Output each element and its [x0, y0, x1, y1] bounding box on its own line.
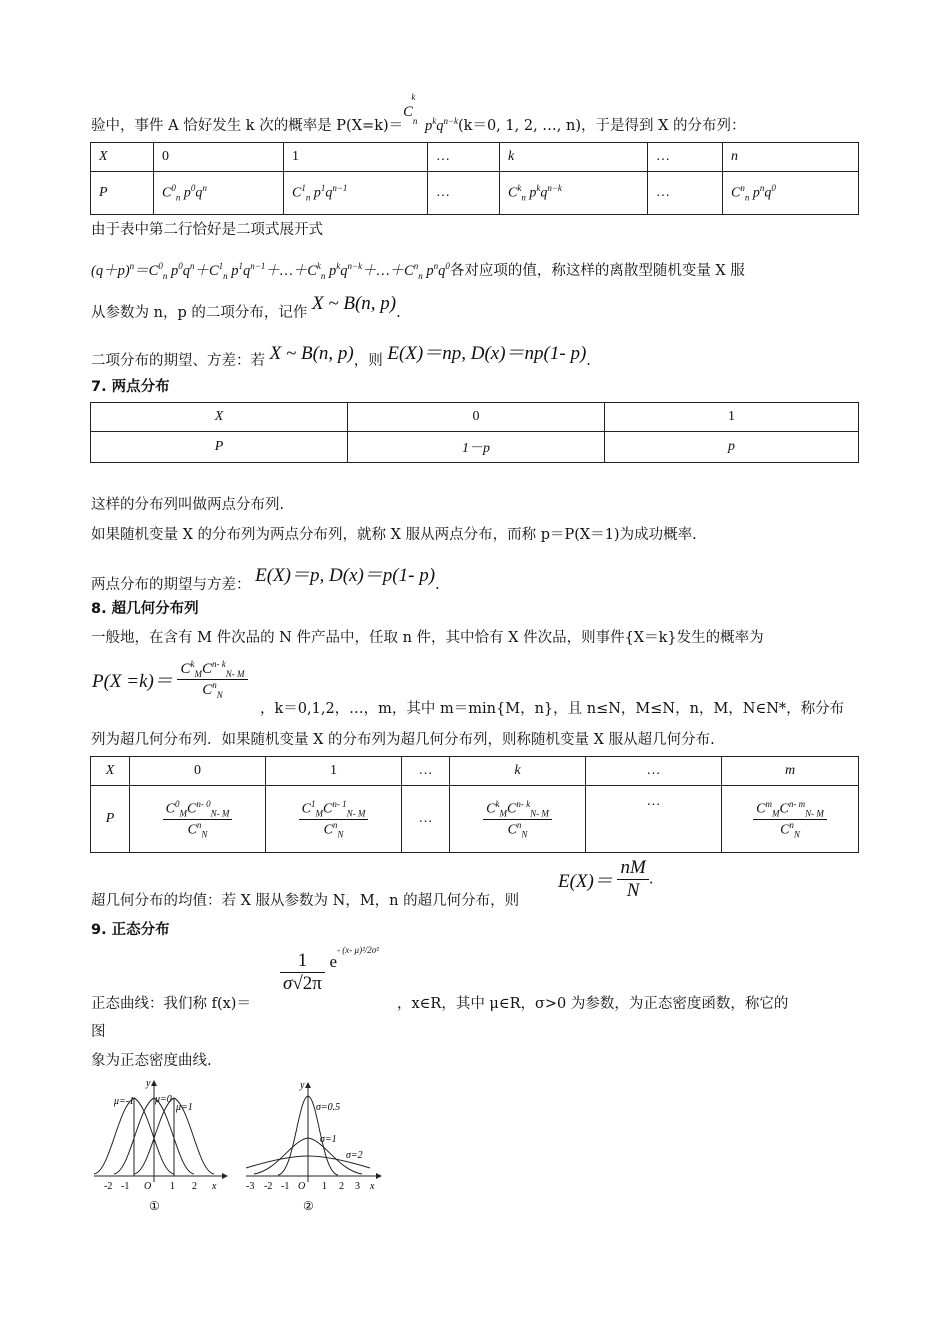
- fig1-tick: -2: [104, 1181, 113, 1192]
- hyper-formula: [92, 659, 248, 700]
- cell-formula: $\frac{C^1_MC^{n- 1}_{N- M}}{C^n_N}$: [266, 786, 402, 853]
- binomial-expect-line: 二项分布的期望、方差：若 X ~ B(n, p)，则 E(X)＝np, D(x)＝np(1- p).: [91, 343, 591, 369]
- two-point-row-p: [91, 432, 859, 463]
- fig2-label: σ=1: [320, 1134, 337, 1145]
- cell: …: [402, 786, 450, 853]
- two-point-table: [90, 402, 859, 463]
- hyper-text2: ，k＝0,1,2，…，m，其中 m＝min{M，n}，且 n≤N，M≤N，n，M，N∈N*，称分布: [260, 701, 845, 717]
- cell: 1－p: [348, 432, 605, 463]
- binomial-table: [90, 142, 859, 215]
- param-text: 从参数为 n，p 的二项分布，记作: [91, 305, 308, 321]
- hyper-text1: 一般地，在含有 M 件次品的 N 件产品中，任取 n 件，其中恰有 X 件次品，则事件{X＝k}发生的概率为: [91, 630, 764, 646]
- normal-curve-text: 正态曲线：我们称 f(x)＝: [91, 996, 251, 1012]
- hyper-mean-line: 超几何分布的均值：若 X 服从参数为 N，M，n 的超几何分布，则: [91, 893, 520, 909]
- pdf-fraction: $\frac{1}{\sigma√2\pi}$: [280, 950, 325, 995]
- cell-formula: $C^k_n$ $p^kq^{n-k}$: [500, 172, 648, 215]
- binomial-row-p: [91, 172, 859, 215]
- normal-pdf-formula: $\frac{1}{\sigma√2\pi}$ $e^{- (x- \mu)^2/2\sigma^2}$: [280, 950, 379, 995]
- fig2-tick: -1: [281, 1181, 290, 1192]
- expansion-formula: $(q+p)^n=C^0_n$ $p^0q^n+C^1_n$ $p^1q^{n-1}+\dots+C^k_n$ $p^kq^{n-k}+\dots+C^n_n$ $p^nq^0$: [91, 261, 450, 281]
- expansion-formula-line: [91, 259, 745, 281]
- normal-figure-sigma: [242, 1076, 387, 1214]
- cell: 0: [348, 403, 605, 432]
- heading-hypergeometric: 8. 超几何分布列: [91, 601, 199, 617]
- two-point-expect-line: 两点分布的期望与方差： E(X)＝p, D(x)＝p(1- p).: [91, 565, 440, 593]
- fig1-tick: -1: [121, 1181, 130, 1192]
- normal-line-wrap: 图: [91, 1024, 106, 1040]
- cell: n: [723, 143, 859, 172]
- heading-normal: 9. 正态分布: [91, 922, 170, 938]
- normal-curve-line: [91, 992, 251, 1013]
- two-point-expect-text: 两点分布的期望与方差：: [91, 577, 251, 593]
- cell-formula: $\frac{C^0_MC^{n- 0}_{N- M}}{C^n_N}$: [130, 786, 266, 853]
- cell: X: [91, 757, 130, 786]
- fig1-axis-x: x: [212, 1181, 217, 1192]
- expansion-tail: 各对应项的值，称这样的离散型随机变量 X 服: [449, 263, 745, 279]
- cell-formula: $C^0_n$ $p^0q^n$: [154, 172, 284, 215]
- hyper-mean-fraction: $\frac{nM}{N}$: [617, 857, 648, 902]
- cell: …: [648, 143, 723, 172]
- fig2-caption: ②: [303, 1199, 314, 1213]
- hyper-row-p: [91, 786, 859, 853]
- expect-formula: E(X)＝np, D(x)＝np(1- p): [387, 343, 587, 364]
- binomial-row-x: [91, 143, 859, 172]
- cell: p: [605, 432, 859, 463]
- fig1-caption: ①: [149, 1199, 160, 1213]
- cell-formula: $\frac{C^k_MC^{n- k}_{N- M}}{C^n_N}$: [450, 786, 586, 853]
- cell: 1: [284, 143, 428, 172]
- cell: …: [648, 172, 723, 215]
- hyper-mean-formula: E(X)＝ $\frac{nM}{N}$ .: [558, 857, 654, 901]
- normal-figure-mu: [90, 1076, 230, 1214]
- hyper-table: [90, 756, 859, 853]
- hyper-row-x: [91, 757, 859, 786]
- fig1-tick: 1: [170, 1181, 175, 1192]
- cell: …: [586, 757, 722, 786]
- cell-formula: $C^1_n$ $p^1q^{n-1}$: [284, 172, 428, 215]
- cell: 0: [154, 143, 284, 172]
- fig2-tick: -3: [246, 1181, 255, 1192]
- param-formula: X ~ B(n, p): [311, 293, 397, 314]
- fig1-label: μ=0: [155, 1094, 172, 1105]
- fig1-axis-y: y: [146, 1078, 151, 1089]
- cell: X: [91, 403, 348, 432]
- hyper-mean-left: E(X)＝: [558, 871, 613, 892]
- cell: P: [91, 172, 154, 215]
- param-line: 从参数为 n，p 的二项分布，记作 X ~ B(n, p).: [91, 293, 401, 321]
- cell: 1: [605, 403, 859, 432]
- cell-formula: $\frac{C^m_MC^{n- m}_{N- M}}{C^n_N}$: [722, 786, 859, 853]
- cell: X: [91, 143, 154, 172]
- two-point-text2: 如果随机变量 X 的分布列为两点分布列，就称 X 服从两点分布，而称 p＝P(X＝1)为成功概率.: [91, 527, 697, 543]
- hyper-formula-left: P(X =k)＝: [92, 671, 173, 692]
- fig1-label: μ=-1: [114, 1096, 135, 1107]
- expect-text: 二项分布的期望、方差：若: [91, 353, 265, 369]
- binomial-intro-text: 验中，事件 A 恰好发生 k 次的概率是 P(X=k)＝: [91, 118, 404, 134]
- binomial-intro-after: (k＝0, 1, 2, …, n)，于是得到 X 的分布列：: [458, 118, 746, 134]
- expect-cond-formula: X ~ B(n, p): [269, 343, 354, 364]
- fig1-tick: O: [144, 1181, 152, 1192]
- two-point-text1: 这样的分布列叫做两点分布列.: [91, 497, 285, 513]
- fig2-axis-y: y: [300, 1080, 305, 1091]
- hyper-text3: 列为超几何分布列．如果随机变量 X 的分布列为超几何分布列，则称随机变量 X 服从超几何分布.: [91, 732, 715, 748]
- fig2-tick: 2: [339, 1181, 344, 1192]
- expansion-line: 由于表中第二行恰好是二项式展开式: [91, 222, 323, 238]
- cell: k: [450, 757, 586, 786]
- cell: P: [91, 786, 130, 853]
- fig2-label: σ=2: [346, 1150, 363, 1161]
- normal-curve-after: ，x∈R，其中 μ∈R，σ>0 为参数，为正态密度函数，称它的: [397, 996, 789, 1012]
- hyper-fraction: $\frac{C^k_MC^{n- k}_{N- M}}{C^n_N}$: [177, 659, 247, 700]
- two-point-expect-formula: E(X)＝p, D(x)＝p(1- p): [255, 565, 436, 586]
- cell: 0: [130, 757, 266, 786]
- cell-formula: $C^n_n$ $p^nq^0$: [723, 172, 859, 215]
- normal-line-next: 象为正态密度曲线.: [91, 1053, 212, 1069]
- binomial-intro: 验中，事件 A 恰好发生 k 次的概率是 $P(X=k)=C_n^k$ $p^kq^{n-k}(k=0$, 1, 2, …, n)，于是得到 X 的分布列：: [91, 92, 746, 134]
- cell: m: [722, 757, 859, 786]
- cell: P: [91, 432, 348, 463]
- fig2-axis-x: x: [370, 1181, 375, 1192]
- cell: …: [402, 757, 450, 786]
- fig2-tick: -2: [264, 1181, 273, 1192]
- fig1-label: μ=1: [176, 1102, 193, 1113]
- cell: …: [586, 786, 722, 853]
- fig2-tick: O: [298, 1181, 306, 1192]
- cell: k: [500, 143, 648, 172]
- fig2-tick: 1: [322, 1181, 327, 1192]
- heading-two-point: 7. 两点分布: [91, 379, 170, 395]
- fig1-tick: 2: [192, 1181, 197, 1192]
- cell: …: [428, 143, 500, 172]
- cell: 1: [266, 757, 402, 786]
- cell: …: [428, 172, 500, 215]
- two-point-row-x: [91, 403, 859, 432]
- expect-then: ，则: [353, 353, 383, 369]
- fig2-tick: 3: [355, 1181, 360, 1192]
- fig2-label: σ=0.5: [316, 1102, 341, 1113]
